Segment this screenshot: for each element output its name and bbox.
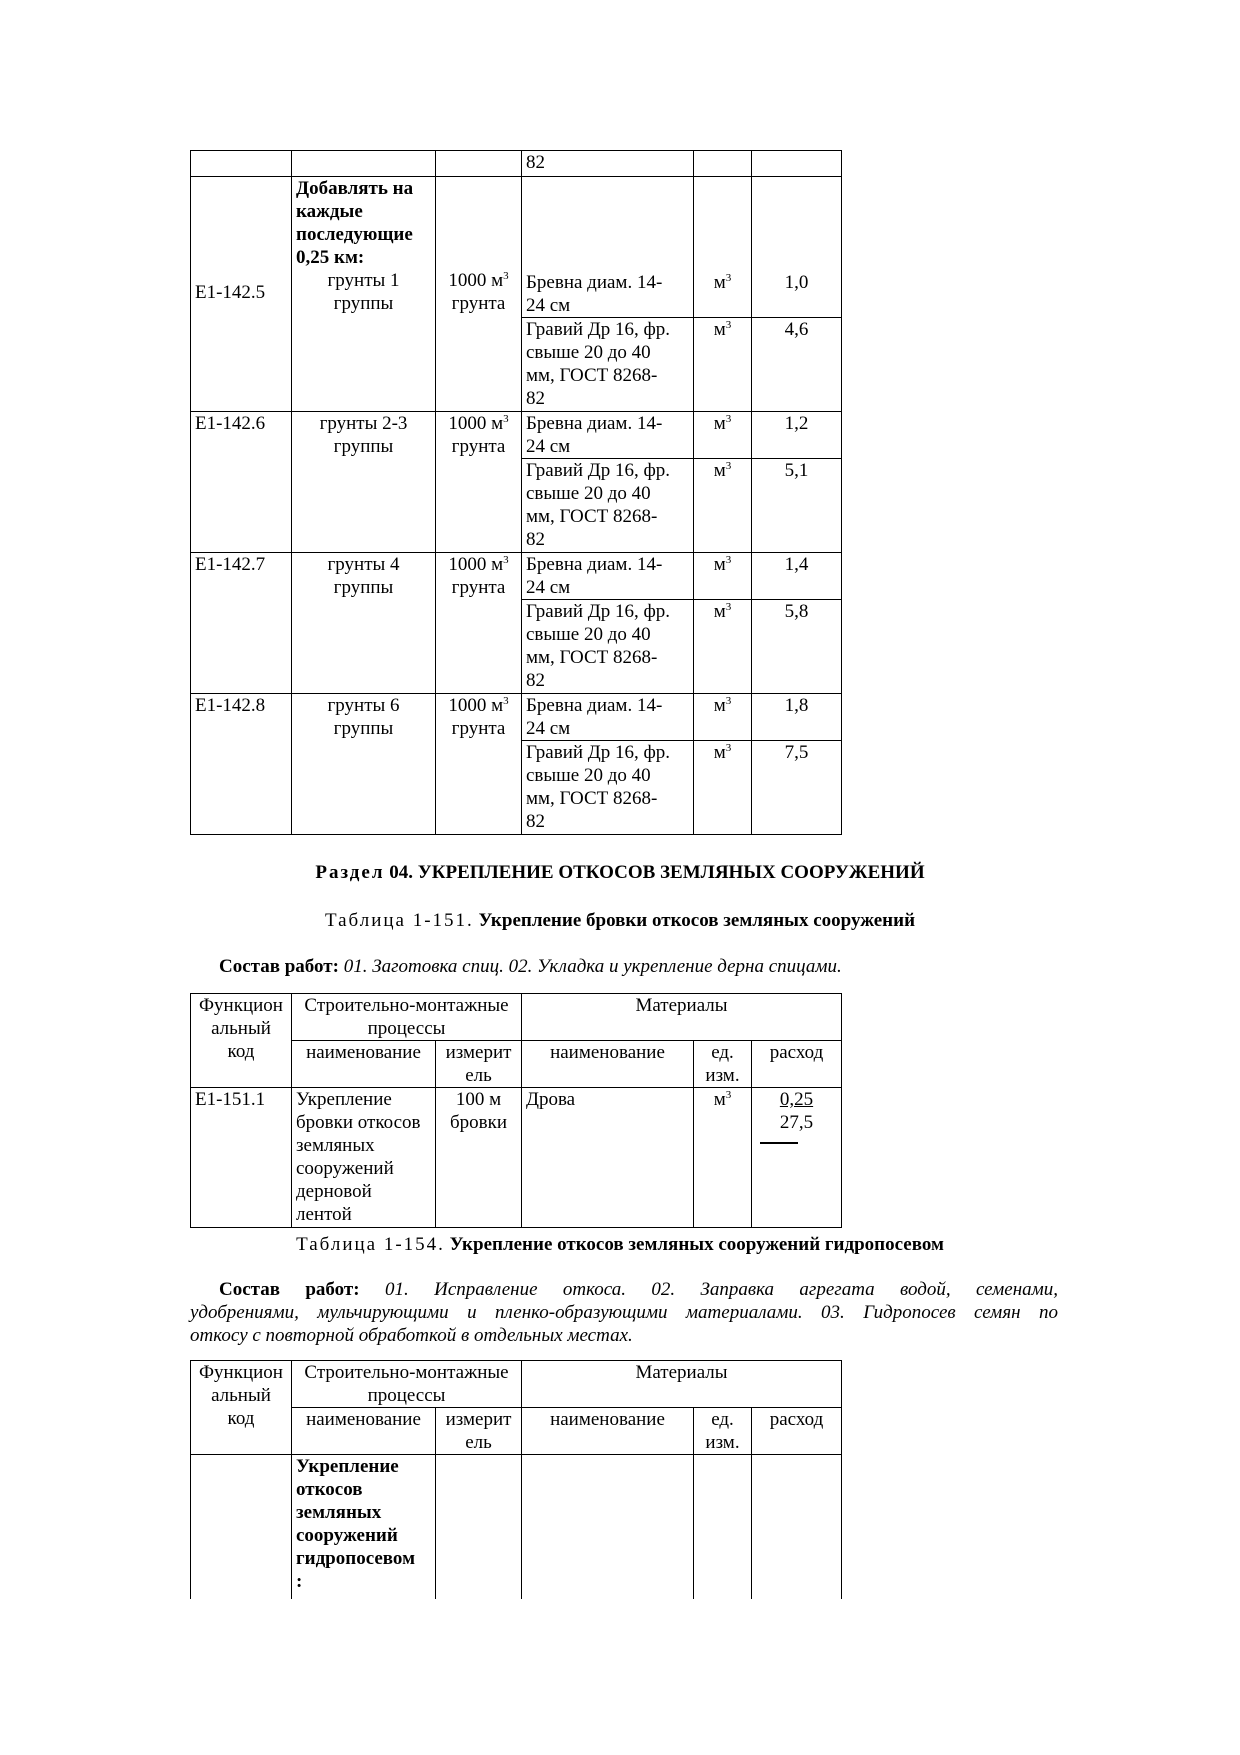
material-unit-cell: $м^3$ — [694, 459, 752, 553]
table-row — [191, 412, 842, 459]
header-processes: Строительно-монтажные процессы — [292, 994, 522, 1041]
code-cell: Е1-142.6 — [191, 412, 292, 553]
table-151-caption: Таблица 1-151. Укрепление бровки откосов земляных сооружений — [324, 910, 916, 931]
material-cell: Гравий Др 16, фр. свыше 20 до 40 мм, ГОСТ 8268- 82 — [522, 741, 694, 835]
material-cell: Гравий Др 16, фр. свыше 20 до 40 мм, ГОСТ 8268- 82 — [522, 600, 694, 694]
material-cell: Бревна диам. 14- 24 см — [522, 694, 694, 741]
unit-cell: 1000 $м^3$ грунта — [436, 412, 522, 553]
quantity-cell: 5,1 — [752, 459, 842, 553]
quantity-cell: 5,8 — [752, 600, 842, 694]
quantity-cell: 1,2 — [752, 412, 842, 459]
code-cell — [191, 1455, 292, 1599]
material-cell: Бревна диам. 14- 24 см — [522, 553, 694, 600]
table-151 — [190, 993, 842, 1228]
code-cell: Е1-142.7 — [191, 553, 292, 694]
header-materials: Материалы — [522, 1361, 842, 1408]
table-151-work-composition: Состав работ: 01. Заготовка спиц. 02. Укладка и укрепление дерна спицами. — [219, 956, 842, 977]
process-name-cell: Укрепление бровки откосов земляных сооружений дерновой лентой — [292, 1088, 436, 1228]
material-unit-cell: $м^3$ — [694, 318, 752, 412]
quantity-cell: 4,6 — [752, 318, 842, 412]
header-quantity: расход — [752, 1041, 842, 1088]
table-154-work-composition: Состав работ: 01. Исправление откоса. 02. Заправка агрегата водой, семенами, удобрениями, мульчирующими и пленко-образующими материалами. 03. Гидропосев семян по откосу с повторной обработкой в отдельных местах. — [190, 1279, 1059, 1346]
header-name: наименование — [292, 1041, 436, 1088]
quantity-cell: 7,5 — [752, 741, 842, 835]
quantity-cell: 0,25 27,5 — [752, 1088, 842, 1228]
material-unit-cell: $м^3$ — [694, 600, 752, 694]
process-name-cell: Добавлять на каждые последующие 0,25 км: грунты 1 группы — [292, 177, 436, 412]
material-unit-cell: $м^3$ — [694, 177, 752, 318]
material-unit-cell: $м^3$ — [694, 1088, 752, 1228]
material-cell: Гравий Др 16, фр. свыше 20 до 40 мм, ГОСТ 8268- 82 — [522, 459, 694, 553]
table-header-row — [191, 994, 842, 1041]
process-name-cell: грунты 6 группы — [292, 694, 436, 835]
table-row — [191, 1088, 842, 1228]
material-unit-cell: $м^3$ — [694, 412, 752, 459]
table-154-caption: Таблица 1-154. Укрепление откосов земляных сооружений гидропосевом — [296, 1234, 944, 1255]
unit-cell: 100 м бровки — [436, 1088, 522, 1228]
header-code: Функцион альный код — [191, 994, 292, 1088]
header-material-name: наименование — [522, 1408, 694, 1455]
table-row — [191, 151, 842, 177]
unit-cell: 1000 $м^3$ грунта — [436, 553, 522, 694]
process-name-cell: грунты 4 группы — [292, 553, 436, 694]
section-heading: Раздел 04. УКРЕПЛЕНИЕ ОТКОСОВ ЗЕМЛЯНЫХ СООРУЖЕНИЙ — [315, 862, 925, 883]
material-cell: 82 — [522, 151, 694, 177]
header-code: Функцион альный код — [191, 1361, 292, 1455]
quantity-cell: 1,4 — [752, 553, 842, 600]
unit-cell: 1000 $м^3$ грунта — [436, 177, 522, 412]
header-unit: ед. изм. — [694, 1408, 752, 1455]
header-name: наименование — [292, 1408, 436, 1455]
code-cell: Е1-142.8 — [191, 694, 292, 835]
table-154 — [190, 1360, 842, 1599]
header-meter: измерит ель — [436, 1408, 522, 1455]
material-cell: Дрова — [522, 1088, 694, 1228]
header-material-name: наименование — [522, 1041, 694, 1088]
unit-cell: 1000 $м^3$ грунта — [436, 694, 522, 835]
table-header-row — [191, 1361, 842, 1408]
table-row — [191, 177, 842, 318]
fraction-line — [760, 1142, 798, 1144]
header-materials: Материалы — [522, 994, 842, 1041]
material-cell: Бревна диам. 14- 24 см — [522, 177, 694, 318]
materials-table-continued — [190, 150, 842, 835]
table-row — [191, 553, 842, 600]
code-cell: Е1-151.1 — [191, 1088, 292, 1228]
header-processes: Строительно-монтажные процессы — [292, 1361, 522, 1408]
material-unit-cell: $м^3$ — [694, 694, 752, 741]
header-meter: измерит ель — [436, 1041, 522, 1088]
material-cell: Бревна диам. 14- 24 см — [522, 412, 694, 459]
table-row — [191, 1455, 842, 1599]
material-unit-cell: $м^3$ — [694, 741, 752, 835]
header-quantity: расход — [752, 1408, 842, 1455]
header-unit: ед. изм. — [694, 1041, 752, 1088]
quantity-cell: 1,8 — [752, 694, 842, 741]
table-row — [191, 694, 842, 741]
material-unit-cell: $м^3$ — [694, 553, 752, 600]
process-name-cell: грунты 2-3 группы — [292, 412, 436, 553]
material-cell: Гравий Др 16, фр. свыше 20 до 40 мм, ГОСТ 8268- 82 — [522, 318, 694, 412]
code-cell: Е1-142.5 — [191, 177, 292, 412]
process-name-cell: Укрепление откосов земляных сооружений гидропосевом : — [292, 1455, 436, 1599]
quantity-cell: 1,0 — [752, 177, 842, 318]
